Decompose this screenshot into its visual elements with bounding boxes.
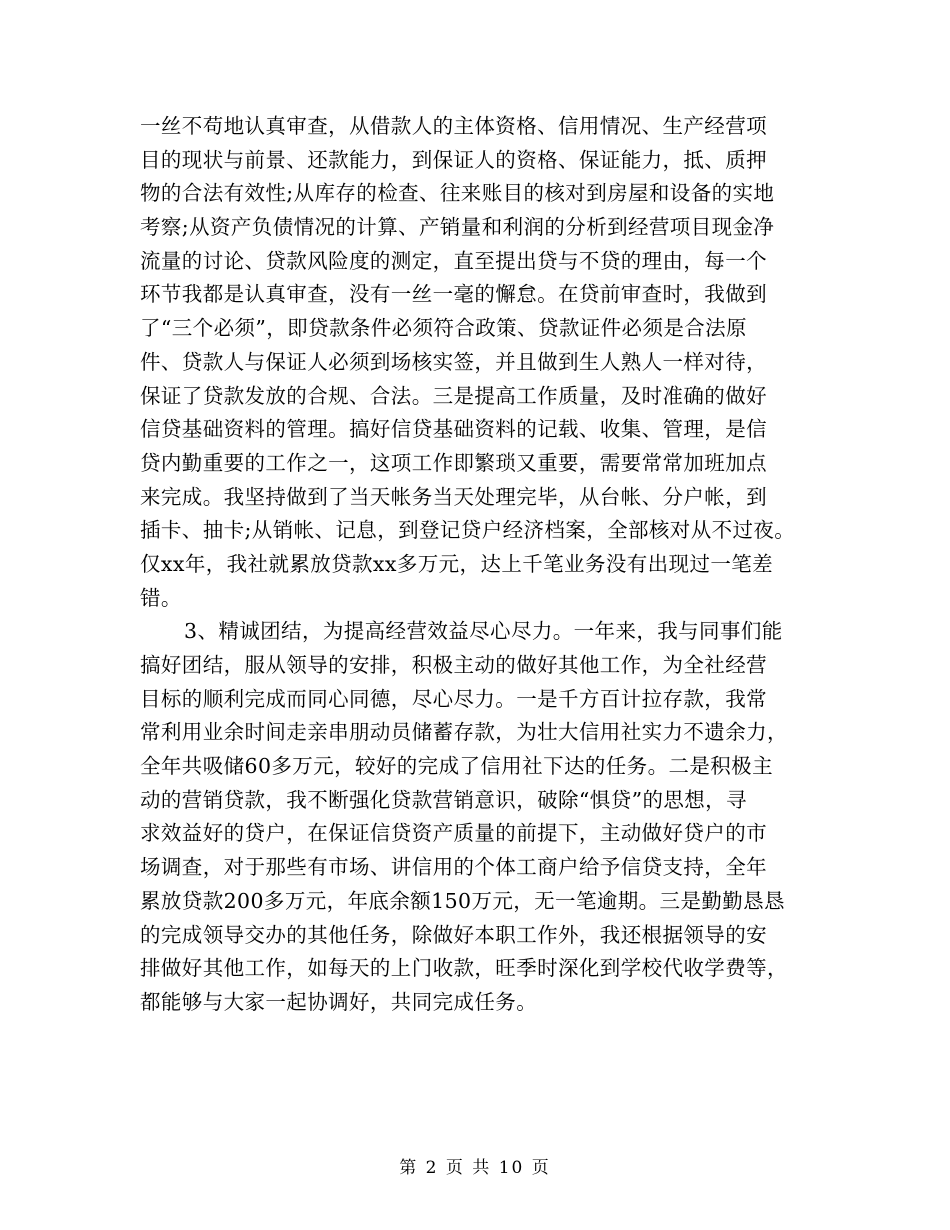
text-line: 信贷基础资料的管理。搞好信贷基础资料的记载、收集、管理，是信 bbox=[140, 417, 767, 442]
text-line: 排做好其他工作，如每天的上门收款，旺季时深化到学校代收学费等， bbox=[140, 956, 788, 981]
text-line: 的完成领导交办的其他任务，除做好本职工作外，我还根据领导的安 bbox=[140, 922, 767, 947]
text-line: 场调查，对于那些有市场、讲信用的个体工商户给予信贷支持，全年 bbox=[140, 855, 767, 880]
text-line: 贷内勤重要的工作之一，这项工作即繁琐又重要，需要常常加班加点 bbox=[140, 450, 767, 475]
page-footer: 第 2 页 共 10 页 bbox=[399, 1158, 551, 1178]
text-line: 都能够与大家一起协调好，共同完成任务。 bbox=[140, 989, 538, 1014]
text-line: 保证了贷款发放的合规、合法。三是提高工作质量，及时准确的做好 bbox=[140, 383, 767, 408]
text-line: 考察;从资产负债情况的计算、产销量和利润的分析到经营项目现金净 bbox=[140, 215, 775, 240]
text-line: 仅xx年，我社就累放贷款xx多万元，达上千笔业务没有出现过一笔差 bbox=[140, 551, 774, 576]
text-line: 求效益好的贷户，在保证信贷资产质量的前提下，主动做好贷户的市 bbox=[140, 821, 767, 846]
body-text bbox=[140, 110, 820, 1020]
text-line: 动的营销贷款，我不断强化贷款营销意识，破除“惧贷”的思想，寻 bbox=[140, 787, 747, 812]
text-line: 环节我都是认真审查，没有一丝一毫的懈怠。在贷前审查时，我做到 bbox=[140, 282, 767, 307]
text-line: 了“三个必须”，即贷款条件必须符合政策、贷款证件必须是合法原 bbox=[140, 316, 747, 341]
text-line: 目标的顺利完成而同心同德，尽心尽力。一是千方百计拉存款，我常 bbox=[140, 686, 767, 711]
text-line: 来完成。我坚持做到了当天帐务当天处理完毕，从台帐、分户帐，到 bbox=[140, 484, 767, 509]
text-line: 插卡、抽卡;从销帐、记息，到登记贷户经济档案，全部核对从不过夜。 bbox=[140, 518, 796, 543]
text-line: 错。 bbox=[140, 585, 182, 610]
text-line: 常利用业余时间走亲串朋动员储蓄存款，为壮大信用社实力不遗余力， bbox=[140, 720, 788, 745]
text-line: 目的现状与前景、还款能力，到保证人的资格、保证能力，抵、质押 bbox=[140, 147, 767, 172]
text-line: 一丝不苟地认真审查，从借款人的主体资格、信用情况、生产经营项 bbox=[140, 114, 767, 138]
text-line: 物的合法有效性;从库存的检查、往来账目的核对到房屋和设备的实地 bbox=[140, 181, 775, 206]
text-line: 件、贷款人与保证人必须到场核实签，并且做到生人熟人一样对待， bbox=[140, 349, 767, 374]
text-line: 流量的讨论、贷款风险度的测定，直至提出贷与不贷的理由，每一个 bbox=[140, 248, 767, 273]
text-line: 累放贷款200多万元，年底余额150万元，无一笔逾期。三是勤勤恳恳 bbox=[140, 888, 785, 913]
section-heading-line: 3、精诚团结，为提高经营效益尽心尽力。一年来，我与同事们能 bbox=[184, 619, 783, 644]
text-line: 全年共吸储60多万元，较好的完成了信用社下达的任务。二是积极主 bbox=[140, 754, 773, 779]
text-line: 搞好团结，服从领导的安排，积极主动的做好其他工作，为全社经营 bbox=[140, 653, 767, 677]
